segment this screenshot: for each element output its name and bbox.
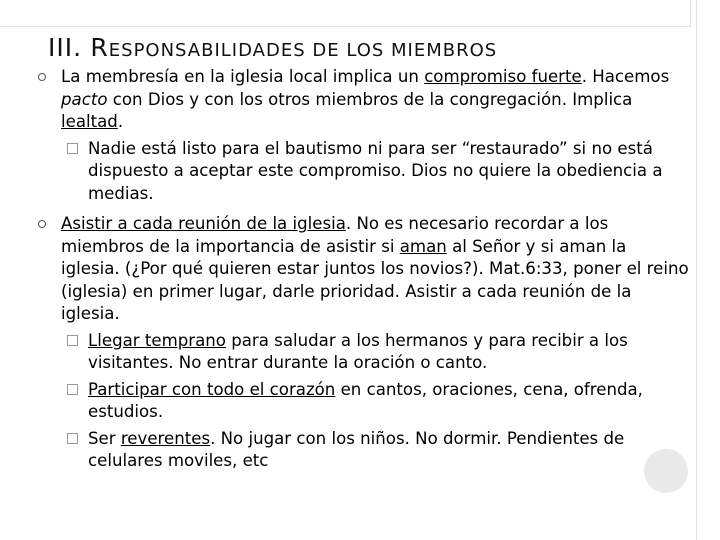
checkbox-bullet-icon	[67, 143, 78, 154]
underlined-text: Participar con todo el corazón	[88, 379, 336, 399]
title-initial: R	[90, 33, 109, 62]
underlined-text: compromiso fuerte	[424, 67, 582, 86]
bullet-text: . Hacemos	[581, 67, 670, 86]
sub-bullet-text: para saludar a los hermanos y para recibir a los visitantes. No entrar durante la oración o canto.	[88, 330, 628, 372]
bullet-text: .	[117, 112, 124, 131]
sub-bullet-item	[65, 138, 690, 206]
bullet-circle-icon	[38, 220, 46, 228]
sub-bullet-item	[65, 428, 690, 473]
underlined-text: aman	[399, 236, 447, 256]
bullet-text: al Señor y si aman la iglesia. (¿Por qué quieren estar juntos los novios?). Mat.6:33, poner el reino (iglesia) en primer lugar, darle prioridad. Asistir a cada reunión de la iglesia.	[61, 236, 689, 323]
sub-bullet-text: Ser	[88, 428, 121, 448]
bullet-text: . No es necesario recordar a los miembros de la importancia de asistir si	[61, 214, 609, 256]
sub-bullet-item	[65, 330, 690, 375]
italic-text: pacto	[61, 89, 108, 109]
underlined-text: reverentes	[120, 428, 211, 448]
underlined-text: Llegar temprano	[88, 330, 226, 350]
sub-bullet-text: en cantos, oraciones, cena, ofrenda, estudios.	[88, 379, 643, 421]
sub-bullet-text: . No jugar con los niños. No dormir. Pendientes de celulares moviles, etc	[88, 428, 625, 470]
bullet-text: La membresía en la iglesia local implica un	[61, 67, 425, 86]
checkbox-bullet-icon	[67, 433, 78, 444]
title-rest: ESPONSABILIDADES DE LOS MIEMBROS	[108, 40, 498, 61]
sub-bullet-text: Nadie está listo para el bautismo ni para ser “restaurado” si no está dispuesto a aceptar este compromiso. Dios no quiere la obediencia a medias.	[88, 138, 663, 203]
content-list	[38, 66, 690, 473]
decorative-frame-top	[0, 0, 691, 27]
sub-bullet-item	[65, 379, 690, 424]
checkbox-bullet-icon	[67, 335, 78, 346]
underlined-text: Asistir a cada reunión de la iglesia	[61, 214, 346, 233]
bullet-text: con Dios y con los otros miembros de la congregación. Implica	[107, 89, 633, 109]
underlined-text: lealtad	[61, 112, 118, 131]
bullet-circle-icon	[38, 73, 46, 81]
checkbox-bullet-icon	[67, 384, 78, 395]
title-roman-numeral: III.	[48, 33, 83, 62]
bullet-item-membership	[38, 66, 690, 205]
bullet-item-attendance	[38, 213, 690, 473]
decorative-frame-right	[696, 0, 720, 540]
slide-title	[48, 33, 688, 62]
